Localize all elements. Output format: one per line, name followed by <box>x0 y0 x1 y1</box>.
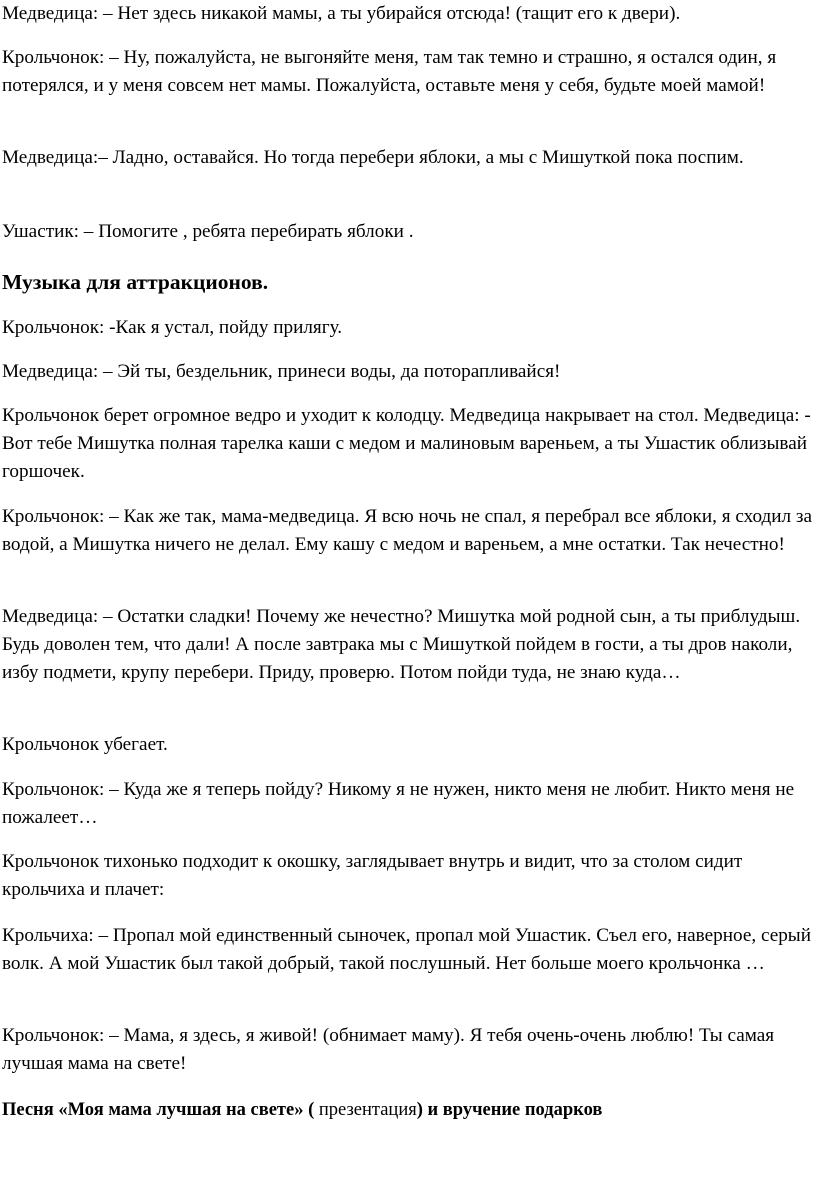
paragraph-7: Крольчонок берет огромное ведро и уходит к колодцу. Медведица накрывает на стол. Медведица: - Вот тебе Мишутка полная тарелка каши с медом и малиновым вареньем, а ты Ушастик облизывай горшочек. <box>2 405 811 482</box>
paragraph-5: Крольчонок: -Как я устал, пойду прилягу. <box>2 317 343 338</box>
paragraph-6: Медведица: – Эй ты, бездельник, принеси воды, да поторапливайся! <box>2 361 561 382</box>
final-line <box>2 1096 812 1124</box>
section-heading: Музыка для аттракционов. <box>2 270 269 294</box>
paragraph-10: Крольчонок убегает. <box>2 734 168 755</box>
paragraph-12: Крольчонок тихонько подходит к окошку, заглядывает внутрь и видит, что за столом сидит крольчиха и плачет: <box>2 851 743 900</box>
paragraph-3: Медведица:– Ладно, оставайся. Но тогда перебери яблоки, а мы с Мишуткой пока поспим. <box>2 147 744 168</box>
paragraph-4: Ушастик: – Помогите , ребята перебирать яблоки . <box>2 221 414 242</box>
final-line-bold-end: ) и вручение подарков <box>416 1100 603 1120</box>
paragraph-14: Крольчонок: – Мама, я здесь, я живой! (обнимает маму). Я тебя очень-очень люблю! Ты самая лучшая мама на свете! <box>2 1025 775 1074</box>
paragraph-2: Крольчонок: – Ну, пожалуйста, не выгоняйте меня, там так темно и страшно, я остался один, я потерялся, и у меня совсем нет мамы. Пожалуйста, оставьте меня у себя, будьте моей мамой! <box>2 47 777 96</box>
paragraph-9: Медведица: – Остатки сладки! Почему же нечестно? Мишутка мой родной сын, а ты приблудыш. Будь доволен тем, что дали! А после завтрака мы с Мишуткой пойдем в гости, а ты дров наколи, избу подмети, крупу перебери. Приду, проверю. Потом пойди туда, не знаю куда… <box>2 606 801 683</box>
paragraph-13: Крольчиха: – Пропал мой единственный сыночек, пропал мой Ушастик. Съел его, наверное, серый волк. А мой Ушастик был такой добрый, такой послушный. Нет больше моего крольчонка … <box>2 925 811 974</box>
final-line-bold-start: Песня «Моя мама лучшая на свете» ( <box>2 1100 315 1120</box>
paragraph-8: Крольчонок: – Как же так, мама-медведица. Я всю ночь не спал, я перебрал все яблоки, я сходил за водой, а Мишутка ничего не делал. Ему кашу с медом и вареньем, а мне остатки. Так нечестно! <box>2 506 812 555</box>
paragraph-11: Крольчонок: – Куда же я теперь пойду? Никому я не нужен, никто меня не любит. Никто меня не пожалеет… <box>2 779 795 828</box>
final-line-normal: презентация <box>314 1100 417 1120</box>
paragraph-1: Медведица: – Нет здесь никакой мамы, а ты убирайся отсюда! (тащит его к двери). <box>2 3 681 24</box>
